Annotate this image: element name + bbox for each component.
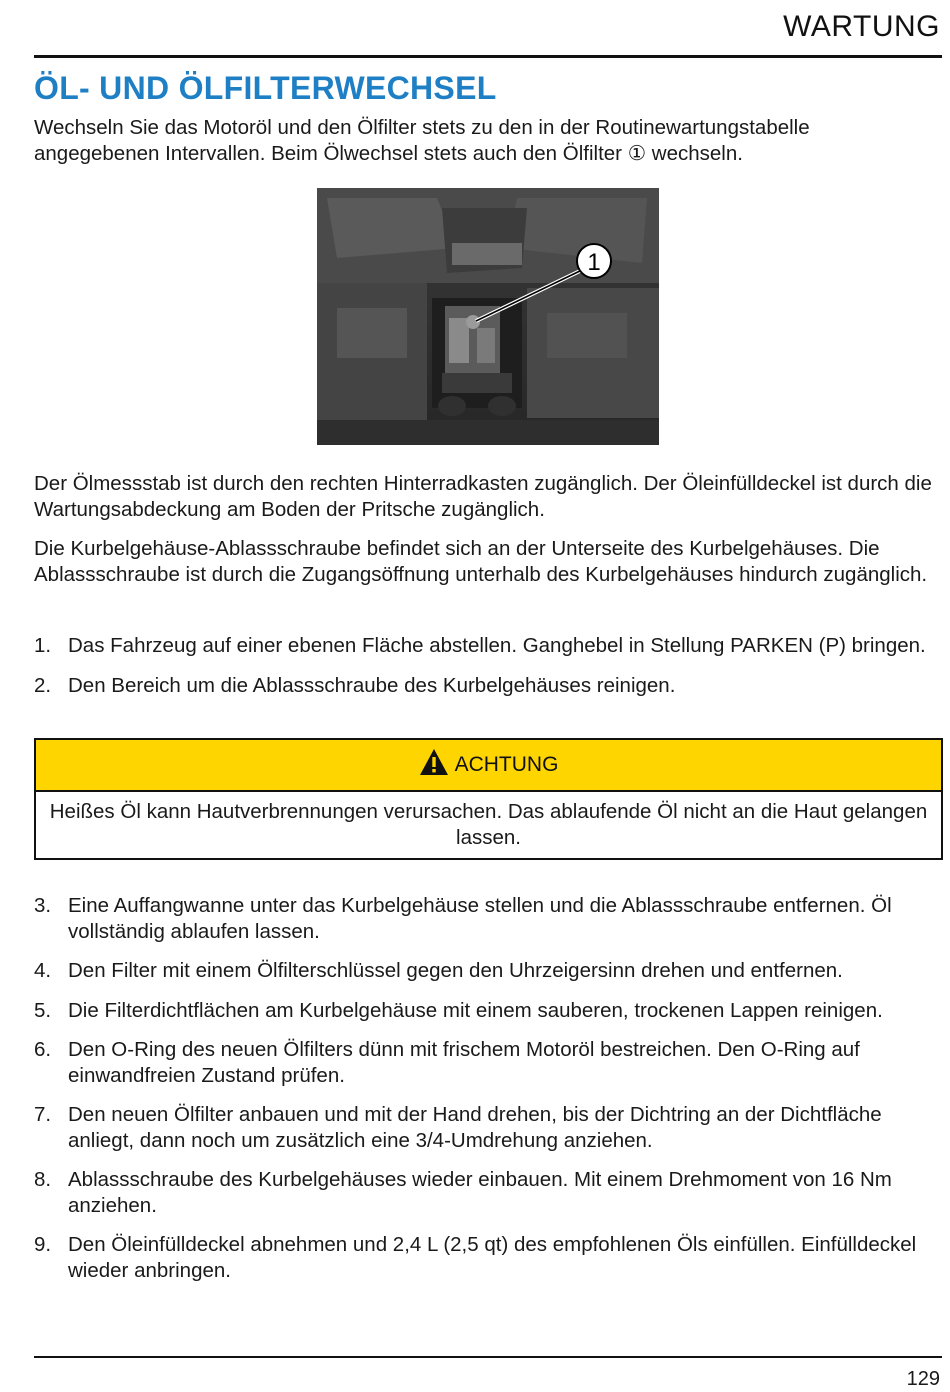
page-title: ÖL- UND ÖLFILTERWECHSEL xyxy=(34,70,497,106)
step-number: 9. xyxy=(34,1233,52,1256)
intro-paragraph: Wechseln Sie das Motoröl und den Ölfilter stets zu den in der Routinewartungstabelle angegebenen Intervallen. Beim Ölwechsel stets auch den Ölfilter ① wechseln. xyxy=(34,116,810,165)
drain-plug-paragraph: Die Kurbelgehäuse-Ablassschraube befindet sich an der Unterseite des Kurbelgehäuses. Die Ablassschraube ist durch die Zugangsöffnung unterhalb des Kurbelgehäuses hindurch zugänglich. xyxy=(34,537,928,586)
step-text: Den neuen Ölfilter anbauen und mit der Hand drehen, bis der Dichtring an der Dichtfläche anliegt, dann noch um zusätzlich eine 3/4-Umdrehung anziehen. xyxy=(68,1103,882,1152)
list-item xyxy=(34,673,940,699)
header-rule xyxy=(34,55,942,58)
step-number: 2. xyxy=(34,673,52,697)
warning-header xyxy=(36,740,941,792)
step-text: Den Öleinfülldeckel abnehmen und 2,4 L (2,5 qt) des empfohlenen Öls einfüllen. Einfülldeckel wieder anbringen. xyxy=(68,1233,917,1282)
dipstick-paragraph: Der Ölmessstab ist durch den rechten Hinterradkasten zugänglich. Der Öleinfülldeckel ist durch die Wartungsabdeckung am Boden der Pritsche zugänglich. xyxy=(34,472,932,521)
step-text: Eine Auffangwanne unter das Kurbelgehäuse stellen und die Ablassschraube entfernen. Öl vollständig ablaufen lassen. xyxy=(68,894,892,943)
list-item xyxy=(34,1102,940,1153)
steps-list-a xyxy=(34,633,940,712)
step-text: Den Bereich um die Ablassschraube des Kurbelgehäuses reinigen. xyxy=(68,673,676,697)
list-item xyxy=(34,1037,940,1088)
step-number: 1. xyxy=(34,634,52,657)
figure-callout-1: 1 xyxy=(587,249,601,276)
step-text: Die Filterdichtflächen am Kurbelgehäuse mit einem sauberen, trockenen Lappen reinigen. xyxy=(68,998,883,1022)
page-number: 129 xyxy=(906,1368,940,1390)
step-text: Ablassschraube des Kurbelgehäuses wieder einbauen. Mit einem Drehmoment von 16 Nm anziehen. xyxy=(68,1168,892,1217)
step-number: 4. xyxy=(34,959,52,982)
warning-triangle-icon xyxy=(419,748,449,776)
step-number: 5. xyxy=(34,998,52,1022)
steps-list-b xyxy=(34,893,940,1297)
list-item xyxy=(34,998,940,1024)
list-item xyxy=(34,1232,940,1283)
step-number: 3. xyxy=(34,894,52,917)
step-text: Den O-Ring des neuen Ölfilters dünn mit frischem Motoröl bestreichen. Den O-Ring auf einwandfreien Zustand prüfen. xyxy=(68,1038,860,1087)
list-item xyxy=(34,1167,940,1218)
step-text: Das Fahrzeug auf einer ebenen Fläche abstellen. Ganghebel in Stellung PARKEN (P) bringen. xyxy=(68,634,926,657)
list-item xyxy=(34,633,940,659)
step-number: 7. xyxy=(34,1103,52,1126)
list-item xyxy=(34,958,940,984)
warning-box xyxy=(34,738,943,860)
section-label: WARTUNG xyxy=(783,10,940,43)
step-number: 6. xyxy=(34,1038,52,1061)
oil-filter-photo xyxy=(317,188,659,445)
list-item xyxy=(34,893,940,944)
step-number: 8. xyxy=(34,1168,52,1191)
warning-text: Heißes Öl kann Hautverbrennungen verursachen. Das ablaufende Öl nicht an die Haut gelangen lassen. xyxy=(49,800,928,849)
footer-rule xyxy=(34,1356,942,1358)
warning-label: ACHTUNG xyxy=(454,753,559,776)
step-text: Den Filter mit einem Ölfilterschlüssel gegen den Uhrzeigersinn drehen und entfernen. xyxy=(68,959,843,982)
